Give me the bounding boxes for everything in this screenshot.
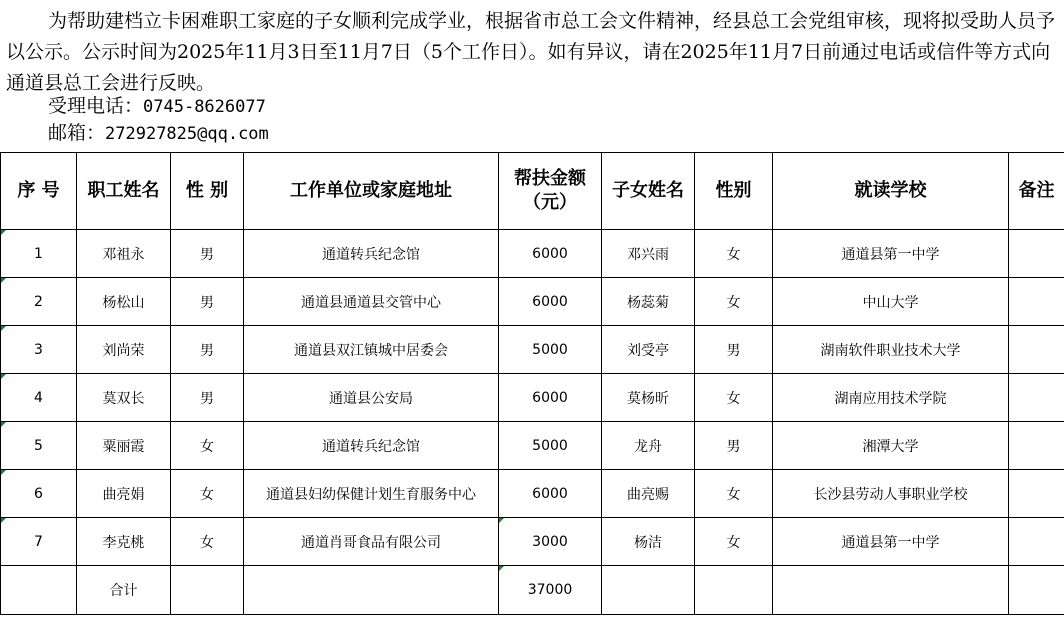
header-index: 序 号 (1, 153, 77, 230)
cell-remark (1009, 278, 1064, 326)
email-address: 272927825@qq.com (105, 124, 269, 144)
notice-section (0, 0, 1064, 152)
cell-address: 通道县通道县交管中心 (244, 278, 499, 326)
recipients-table (0, 152, 1064, 615)
cell-gender: 女 (171, 518, 244, 566)
cell-gender: 男 (171, 326, 244, 374)
cell-child-gender: 女 (695, 278, 773, 326)
cell-remark (1009, 326, 1064, 374)
cell-name: 李克桃 (77, 518, 171, 566)
table-row (1, 374, 1064, 422)
cell-amount: 5000 (499, 422, 602, 470)
cell-child: 杨洁 (602, 518, 695, 566)
cell-amount: 3000 (499, 518, 602, 566)
total-empty-cell (695, 566, 773, 615)
cell-child: 莫杨昕 (602, 374, 695, 422)
table-row (1, 326, 1064, 374)
header-gender: 性 别 (171, 153, 244, 230)
header-child-gender: 性别 (695, 153, 773, 230)
cell-child: 龙舟 (602, 422, 695, 470)
cell-address: 通道县双江镇城中居委会 (244, 326, 499, 374)
cell-child-gender: 男 (695, 422, 773, 470)
cell-index: 3 (1, 326, 77, 374)
email-line (48, 121, 269, 146)
cell-amount: 6000 (499, 374, 602, 422)
cell-school: 通道县第一中学 (773, 518, 1009, 566)
cell-amount: 5000 (499, 326, 602, 374)
phone-line (48, 94, 266, 119)
cell-address: 通道县妇幼保健计划生育服务中心 (244, 470, 499, 518)
cell-school: 中山大学 (773, 278, 1009, 326)
cell-school: 湘潭大学 (773, 422, 1009, 470)
total-label: 合计 (77, 566, 171, 615)
cell-index: 2 (1, 278, 77, 326)
cell-remark (1009, 230, 1064, 278)
cell-index: 4 (1, 374, 77, 422)
table-row (1, 470, 1064, 518)
cell-name: 杨松山 (77, 278, 171, 326)
phone-number: 0745-8626077 (143, 97, 266, 117)
cell-school: 通道县第一中学 (773, 230, 1009, 278)
cell-gender: 男 (171, 278, 244, 326)
cell-child-gender: 女 (695, 518, 773, 566)
header-remark: 备注 (1009, 153, 1064, 230)
cell-remark (1009, 374, 1064, 422)
header-school: 就读学校 (773, 153, 1009, 230)
cell-index: 7 (1, 518, 77, 566)
cell-index: 1 (1, 230, 77, 278)
total-empty-cell (1009, 566, 1064, 615)
header-name: 职工姓名 (77, 153, 171, 230)
cell-remark (1009, 422, 1064, 470)
cell-school: 湖南应用技术学院 (773, 374, 1009, 422)
cell-gender: 男 (171, 230, 244, 278)
cell-gender: 女 (171, 470, 244, 518)
cell-index: 5 (1, 422, 77, 470)
total-empty-cell (244, 566, 499, 615)
table-row (1, 278, 1064, 326)
cell-amount: 6000 (499, 230, 602, 278)
total-index-cell (1, 566, 77, 615)
phone-label: 受理电话： (48, 95, 144, 117)
table-row (1, 230, 1064, 278)
total-empty-cell (602, 566, 695, 615)
cell-remark (1009, 470, 1064, 518)
cell-child: 邓兴雨 (602, 230, 695, 278)
cell-name: 莫双长 (77, 374, 171, 422)
header-amount-label: 帮扶金额（元） (514, 168, 586, 213)
notice-paragraph: 为帮助建档立卡困难职工家庭的子女顺利完成学业，根据省市总工会文件精神，经县总工会党组审核，现将拟受助人员予以公示。公示时间为2025年11月3日至11月7日（5个工作日）。如有异议，请在2025年11月7日前通过电话或信件等方式向通道县总工会进行反映。 (6, 10, 1056, 94)
cell-name: 邓祖永 (77, 230, 171, 278)
cell-gender: 男 (171, 374, 244, 422)
total-row (1, 566, 1064, 615)
cell-remark (1009, 518, 1064, 566)
cell-name: 刘尚荣 (77, 326, 171, 374)
total-empty-cell (773, 566, 1009, 615)
header-amount (499, 153, 602, 230)
table-header-row (1, 153, 1064, 230)
table-row (1, 422, 1064, 470)
cell-address: 通道肖哥食品有限公司 (244, 518, 499, 566)
cell-gender: 女 (171, 422, 244, 470)
cell-child-gender: 女 (695, 374, 773, 422)
cell-address: 通道转兵纪念馆 (244, 422, 499, 470)
header-child: 子女姓名 (602, 153, 695, 230)
cell-school: 长沙县劳动人事职业学校 (773, 470, 1009, 518)
cell-address: 通道转兵纪念馆 (244, 230, 499, 278)
table-row (1, 518, 1064, 566)
cell-amount: 6000 (499, 470, 602, 518)
email-label: 邮箱： (48, 122, 106, 144)
cell-child-gender: 女 (695, 470, 773, 518)
total-empty-cell (171, 566, 244, 615)
cell-name: 曲亮娟 (77, 470, 171, 518)
header-address: 工作单位或家庭地址 (244, 153, 499, 230)
cell-child: 刘受亭 (602, 326, 695, 374)
cell-school: 湖南软件职业技术大学 (773, 326, 1009, 374)
total-amount: 37000 (499, 566, 602, 615)
cell-address: 通道县公安局 (244, 374, 499, 422)
cell-amount: 6000 (499, 278, 602, 326)
cell-index: 6 (1, 470, 77, 518)
cell-child-gender: 男 (695, 326, 773, 374)
cell-child: 杨蕊菊 (602, 278, 695, 326)
cell-child: 曲亮赐 (602, 470, 695, 518)
cell-name: 粟丽霞 (77, 422, 171, 470)
cell-child-gender: 女 (695, 230, 773, 278)
